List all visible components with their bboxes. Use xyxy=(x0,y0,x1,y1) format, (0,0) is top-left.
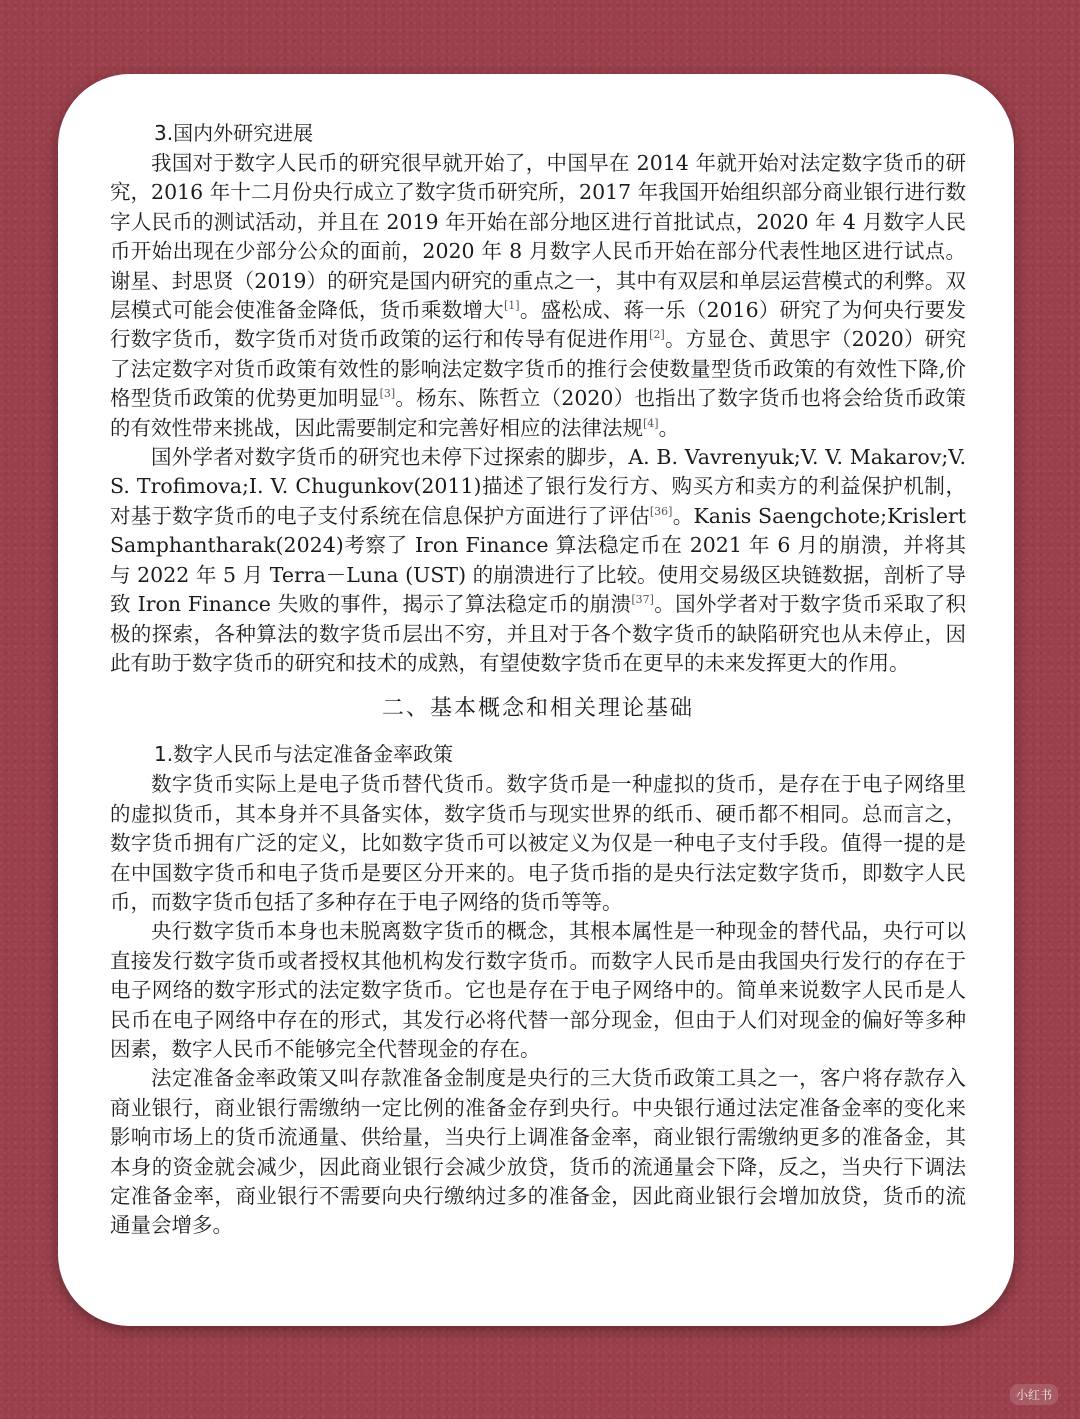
subsection-heading: 1.数字人民币与法定准备金率政策 xyxy=(154,742,454,767)
citation-37[interactable]: [37] xyxy=(631,593,654,607)
citation-1[interactable]: [1] xyxy=(504,299,520,313)
paragraph-cbdc: 央行数字货币本身也未脱离数字货币的概念，其根本属性是一种现金的替代品，央行可以直接发行数字货币或者授权其他机构发行数字货币。而数字人民币是由我国央行发行的存在于电子网络的数字形式的法定数字货币。它也是存在于电子网络中的。简单来说数字人民币是人民币在电子网络中存在的形式，其发行必将代替一部分现金，但由于人们对现金的偏好等多种因素，数字人民币不能够完全代替现金的存在。 xyxy=(110,919,966,1061)
watermark-logo: 小红书 xyxy=(1010,1384,1058,1405)
paragraph-reserve-ratio: 法定准备金率政策又叫存款准备金制度是央行的三大货币政策工具之一，客户将存款存入商业银行，商业银行需缴纳一定比例的准备金存到央行。中央银行通过法定准备金率的变化来影响市场上的货币流通量、供给量，当央行上调准备金率，商业银行需缴纳更多的准备金，其本身的资金就会减少，因此商业银行会减少放贷，货币的流通量会下降，反之，当央行下调法定准备金率，商业银行不需要向央行缴纳过多的准备金，因此商业银行会增加放贷，货币的流通量会增多。 xyxy=(110,1066,966,1238)
document-content xyxy=(110,117,966,1241)
chapter-heading: 二、基本概念和相关理论基础 xyxy=(381,696,694,722)
paragraph-domestic-research: 我国对于数字人民币的研究很早就开始了，中国早在 2014 年就开始对法定数字货币的研究，2016 年十二月份央行成立了数字货币研究所，2017 年我国开始组织部分商业银行进行数字人民币的测试活动，并且在 2019 年开始在部分地区进行首批试点，2020 年 4 月数字人民币开始出现在少部分公众的面前，2020 年 8 月数字人民币开始在部分代表性地区进行试点。谢星、封思贤（2019）的研究是国内研究的重点之一，其中有双层和单层运营模式的利弊。双层模式可能会使准备金降低，货币乘数增大[1]。盛松成、蒋一乐（2016）研究了为何央行要发行数字货币，数字货币对货币政策的运行和传导有促进作用[2]。方显仓、黄思宇（2020）研究了法定数字对货币政策有效性的影响法定数字货币的推行会使数量型货币政策的有效性下降,价格型货币政策的优势更加明显[3]。杨东、陈哲立（2020）也指出了数字货币也将会给货币政策的有效性带来挑战，因此需要制定和完善好相应的法律法规[4]。 xyxy=(110,151,966,440)
citation-3[interactable]: [3] xyxy=(379,387,396,401)
citation-2[interactable]: [2] xyxy=(649,328,665,342)
citation-36[interactable]: [36] xyxy=(649,505,673,519)
section-heading-research: 3.国内外研究进展 xyxy=(154,121,314,145)
paragraph-digital-currency: 数字货币实际上是电子货币替代货币。数字货币是一种虚拟的货币，是存在于电子网络里的虚拟货币，其本身并不具备实体，数字货币与现实世界的纸币、硬币都不相同。总而言之，数字货币拥有广泛的定义，比如数字货币可以被定义为仅是一种电子支付手段。值得一提的是在中国数字货币和电子货币是要区分开来的。电子货币指的是央行法定数字货币，即数字人民币，而数字货币包括了多种存在于电子网络的货币等等。 xyxy=(110,772,966,914)
citation-4[interactable]: [4] xyxy=(643,416,659,430)
paragraph-foreign-research: 国外学者对数字货币的研究也未停下过探索的脚步，A. B. Vavrenyuk;V. V. Makarov;V. S. Trofimova;I. V. Chugunkov(2011)描述了银行发行方、购买方和卖方的利益保护机制，对基于数字货币的电子支付系统在信息保护方面进行了评估[36]。Kanis Saengchote;Krislert Samphantharak(2024)考察了 Iron Finance 算法稳定币在 2021 年 6 月的崩溃，并将其与 2022 年 5 月 Terra－Luna (UST) 的崩溃进行了比较。使用交易级区块链数据，剖析了导致 Iron Finance 失败的事件，揭示了算法稳定币的崩溃[37]。国外学者对于数字货币采取了积极的探索，各种算法的数字货币层出不穷，并且对于各个数字货币的缺陷研究也从未停止，因此有助于数字货币的研究和技术的成熟，有望使数字货币在更早的未来发挥更大的作用。 xyxy=(110,445,967,675)
